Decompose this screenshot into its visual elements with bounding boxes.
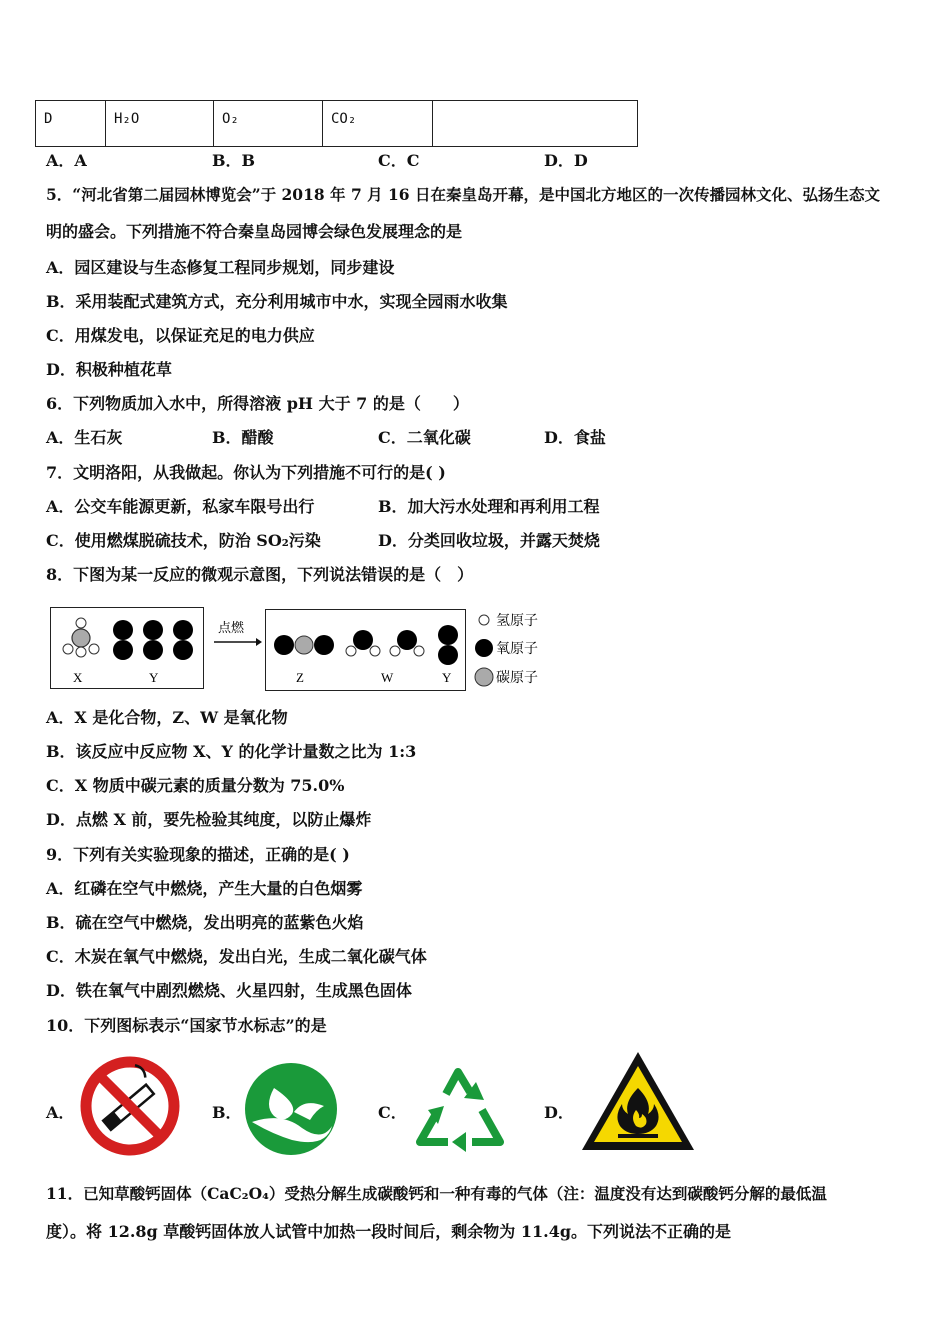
q11-stem-line1: 11．已知草酸钙固体（CaC₂O₄）受热分解生成碳酸钙和一种有毒的气体（注：温度没有达到碳酸钙分解的最低温 bbox=[46, 1184, 827, 1203]
label-x: X bbox=[73, 670, 83, 685]
recycle-icon bbox=[408, 1058, 514, 1158]
q10-label-a: A． bbox=[46, 1103, 75, 1122]
flammable-warning-icon bbox=[578, 1048, 698, 1156]
reactants-box bbox=[50, 607, 204, 689]
legend-carbon: 碳原子 bbox=[496, 670, 538, 686]
q9-option-c: C．木炭在氧气中燃烧，发出白光，生成二氧化碳气体 bbox=[46, 947, 427, 966]
q5-stem-line2: 明的盛会。下列措施不符合秦皇岛园博会绿色发展理念的是 bbox=[46, 222, 463, 241]
q9-option-d: D．铁在氧气中剧烈燃烧、火星四射，生成黑色固体 bbox=[46, 981, 412, 1000]
q11-stem-line2: 度）。将 12.8g 草酸钙固体放人试管中加热一段时间后，剩余物为 11.4g。下列说法不正确的是 bbox=[46, 1222, 732, 1241]
q5-option-c: C．用煤发电，以保证充足的电力供应 bbox=[46, 326, 315, 345]
table-cell: CO₂ bbox=[323, 101, 433, 147]
q10-label-c: C． bbox=[378, 1103, 407, 1122]
water-saving-icon bbox=[244, 1062, 338, 1156]
q8-option-c: C．X 物质中碳元素的质量分数为 75.0% bbox=[46, 776, 345, 795]
water-molecule-2 bbox=[390, 630, 424, 656]
carbon-atom-icon bbox=[475, 668, 493, 686]
label-z: Z bbox=[296, 670, 304, 685]
q5-stem-line1: 5．“河北省第二届园林博览会”于 2018 年 7 月 16 日在秦皇岛开幕，是中国北方地区的一次传播园林文化、弘扬生态文 bbox=[46, 185, 880, 204]
water-molecule-1 bbox=[346, 630, 380, 656]
legend-hydrogen: 氢原子 bbox=[496, 613, 538, 629]
products-box bbox=[265, 609, 466, 691]
q7-option-d: D．分类回收垃圾，并露天焚烧 bbox=[378, 531, 600, 550]
no-smoking-icon bbox=[78, 1054, 182, 1158]
table-cell: H₂O bbox=[106, 101, 214, 147]
q5-option-a: A．园区建设与生态修复工程同步规划，同步建设 bbox=[46, 258, 395, 277]
table-cell: O₂ bbox=[214, 101, 323, 147]
q4-option-d: D．D bbox=[544, 151, 588, 170]
q6-option-d: D．食盐 bbox=[544, 428, 606, 447]
label-w: W bbox=[381, 670, 394, 685]
q8-option-a: A．X 是化合物，Z、W 是氧化物 bbox=[46, 708, 288, 727]
q6-stem: 6．下列物质加入水中，所得溶液 pH 大于 7 的是（ ） bbox=[46, 394, 469, 413]
oxygen-molecule-remaining bbox=[438, 625, 458, 665]
q7-stem: 7．文明洛阳，从我做起。你认为下列措施不可行的是( ) bbox=[46, 463, 446, 482]
reactants-molecules bbox=[51, 608, 203, 688]
q9-stem: 9．下列有关实验现象的描述，正确的是( ) bbox=[46, 845, 350, 864]
q10-label-b: B． bbox=[212, 1103, 242, 1122]
label-y: Y bbox=[149, 670, 159, 685]
q4-option-c: C．C bbox=[378, 151, 420, 170]
q9-option-b: B．硫在空气中燃烧，发出明亮的蓝紫色火焰 bbox=[46, 913, 364, 932]
methane-molecule bbox=[63, 618, 99, 657]
co2-molecule bbox=[274, 635, 334, 655]
q6-option-c: C．二氧化碳 bbox=[378, 428, 471, 447]
hydrogen-atom-icon bbox=[479, 615, 489, 625]
atom-legend bbox=[474, 609, 554, 691]
q10-stem: 10．下列图标表示“国家节水标志”的是 bbox=[46, 1016, 327, 1035]
q8-option-d: D．点燃 X 前，要先检验其纯度，以防止爆炸 bbox=[46, 810, 372, 829]
legend-oxygen: 氧原子 bbox=[496, 641, 538, 657]
q6-option-a: A．生石灰 bbox=[46, 428, 123, 447]
label-y2: Y bbox=[442, 670, 452, 685]
q5-option-b: B．采用装配式建筑方式，充分利用城市中水，实现全园雨水收集 bbox=[46, 292, 508, 311]
q9-option-a: A．红磷在空气中燃烧，产生大量的白色烟雾 bbox=[46, 879, 363, 898]
q8-stem: 8．下图为某一反应的微观示意图，下列说法错误的是（ ） bbox=[46, 565, 474, 584]
q7-option-b: B．加大污水处理和再利用工程 bbox=[378, 497, 600, 516]
q4-option-b: B．B bbox=[212, 151, 256, 170]
table-cell: D bbox=[36, 101, 106, 147]
oxygen-atom-icon bbox=[475, 639, 493, 657]
q10-label-d: D． bbox=[544, 1103, 574, 1122]
reaction-arrow bbox=[212, 618, 262, 658]
q4-option-a: A．A bbox=[46, 151, 87, 170]
q7-option-c: C．使用燃煤脱硫技术，防治 SO₂污染 bbox=[46, 531, 321, 550]
q8-option-b: B．该反应中反应物 X、Y 的化学计量数之比为 1:3 bbox=[46, 742, 417, 761]
table-cell bbox=[433, 101, 638, 147]
products-molecules bbox=[266, 610, 465, 690]
arrow-label: 点燃 bbox=[218, 621, 245, 636]
answer-table bbox=[35, 100, 638, 147]
q6-option-b: B．醋酸 bbox=[212, 428, 274, 447]
q5-option-d: D．积极种植花草 bbox=[46, 360, 172, 379]
q7-option-a: A．公交车能源更新，私家车限号出行 bbox=[46, 497, 315, 516]
oxygen-molecules bbox=[113, 620, 193, 660]
